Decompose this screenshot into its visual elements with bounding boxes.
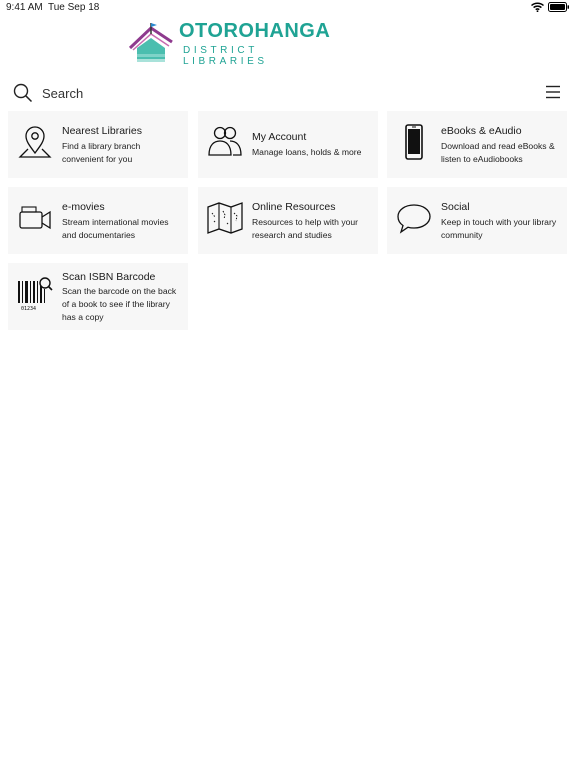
tile-e-movies[interactable] xyxy=(8,187,188,254)
status-bar xyxy=(0,0,576,16)
tablet-icon xyxy=(395,123,433,161)
tile-title: My Account xyxy=(252,131,307,143)
tile-title: Social xyxy=(441,201,470,213)
wifi-icon xyxy=(531,2,544,12)
status-time: 9:41 AM xyxy=(6,2,43,13)
status-indicators xyxy=(531,2,570,12)
logo-title: OTOROHANGA xyxy=(179,20,331,42)
tile-title: eBooks & eAudio xyxy=(441,125,522,137)
status-date: Tue Sep 18 xyxy=(48,2,100,13)
map-icon xyxy=(206,199,244,237)
logo-subtitle: DISTRICT LIBRARIES xyxy=(183,45,268,67)
tile-social[interactable] xyxy=(387,187,567,254)
tile-my-account[interactable] xyxy=(198,111,378,178)
library-house-icon xyxy=(127,20,177,66)
tile-scan-isbn-barcode[interactable] xyxy=(8,263,188,330)
search-input[interactable]: Search xyxy=(42,86,84,101)
tile-description: Resources to help with your research and studies xyxy=(252,217,359,240)
tile-title: e-movies xyxy=(62,201,105,213)
tile-title: Nearest Libraries xyxy=(62,125,142,137)
search-icon xyxy=(13,83,33,103)
tile-description: Find a library branch convenient for you xyxy=(62,141,141,164)
tile-description: Scan the barcode on the back of a book to see if the library has a copy xyxy=(62,286,177,322)
tile-description: Manage loans, holds & more xyxy=(252,147,362,157)
location-pin-icon xyxy=(16,123,54,161)
tile-description: Keep in touch with your library community xyxy=(441,217,557,240)
tile-ebooks-eaudio[interactable] xyxy=(387,111,567,178)
tile-title: Scan ISBN Barcode xyxy=(62,271,156,283)
barcode-icon xyxy=(16,275,54,313)
tile-nearest-libraries[interactable] xyxy=(8,111,188,178)
library-logo xyxy=(127,20,331,67)
search-bar[interactable] xyxy=(0,80,576,108)
tile-description: Stream international movies and documentaries xyxy=(62,217,169,240)
battery-icon xyxy=(548,2,570,12)
users-icon xyxy=(206,123,244,161)
barcode-digits: 01234 xyxy=(21,306,37,312)
tile-online-resources[interactable] xyxy=(198,187,378,254)
tile-title: Online Resources xyxy=(252,201,336,213)
tile-description: Download and read eBooks & listen to eAudiobooks xyxy=(441,141,555,164)
hamburger-menu-icon[interactable] xyxy=(545,85,561,99)
speech-bubble-icon xyxy=(395,199,433,237)
video-camera-icon xyxy=(16,199,54,237)
